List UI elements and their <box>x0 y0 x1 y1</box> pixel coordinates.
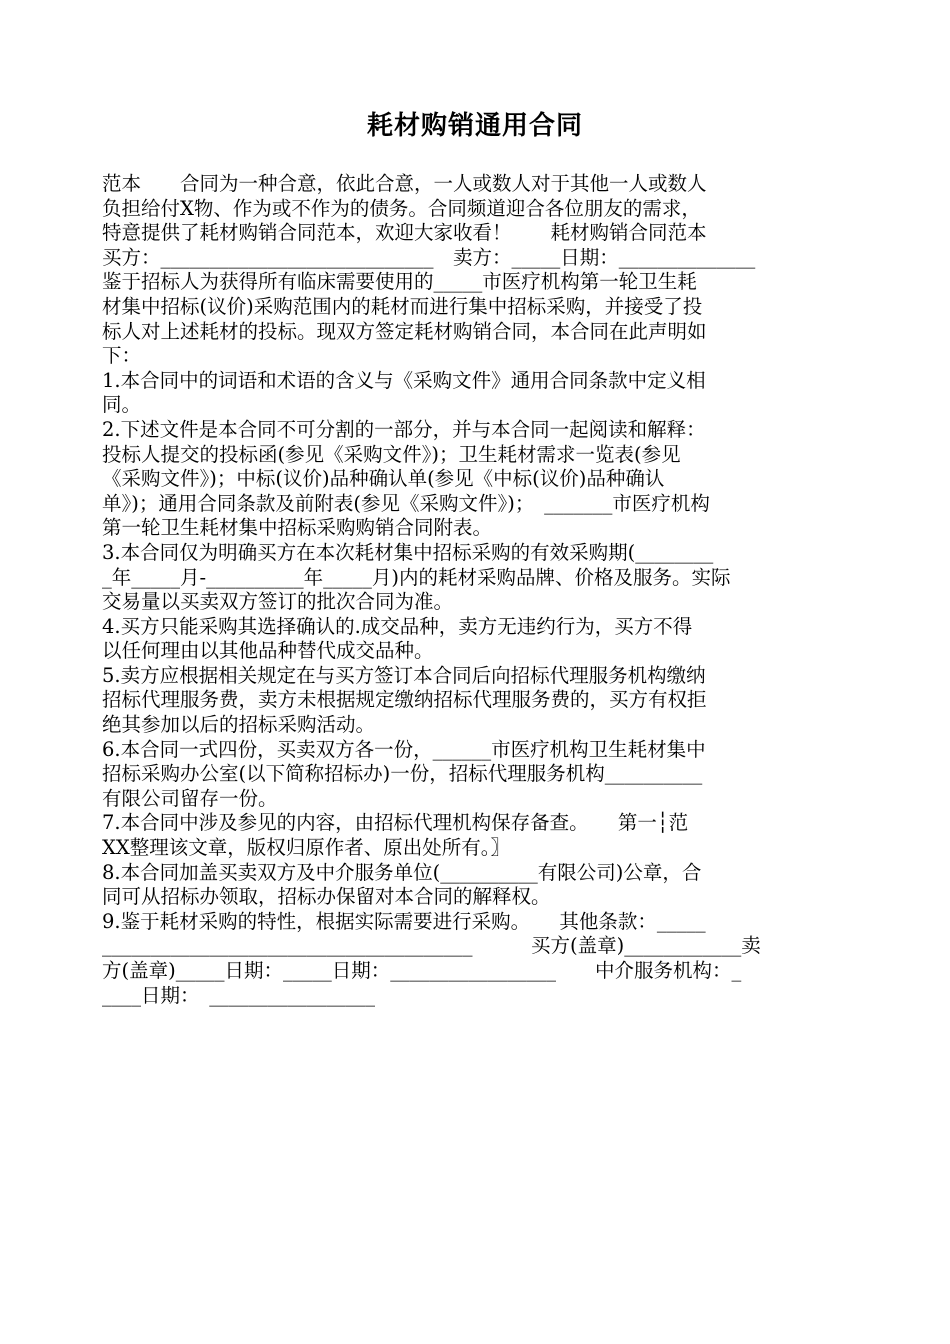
body-line: 下： <box>102 344 142 368</box>
body-line: 买方：____________________________ 卖方：_____日期：______________ <box>102 245 756 269</box>
body-line: 7.本合同中涉及参见的内容，由招标代理机构保存备查。 第一┆范 <box>102 811 689 835</box>
body-line: 同可从招标办领取，招标办保留对本合同的解释权。 <box>102 885 551 909</box>
body-line: 单》)；通用合同条款及前附表(参见《采购文件》)； _______市医疗机构 <box>102 491 710 515</box>
body-line: 负担给付X物、作为或不作为的债务。合同频道迎合各位朋友的需求， <box>102 196 701 220</box>
body-line: 有限公司留存一份。 <box>102 786 278 810</box>
body-line: 6.本合同一式四份，买卖双方各一份，______市医疗机构卫生耗材集中 <box>102 737 706 761</box>
body-line: 招标采购办公室(以下简称招标办)一份，招标代理服务机构__________ <box>102 762 703 786</box>
body-line: 5.卖方应根据相关规定在与买方签订本合同后向招标代理服务机构缴纳 <box>102 663 706 687</box>
body-line: 投标人提交的投标函(参见《采购文件》)；卫生耗材需求一览表(参见 <box>102 442 681 466</box>
body-line: 4.买方只能采购其选择确认的.成交品种，卖方无违约行为，买方不得 <box>102 614 693 638</box>
body-line: 交易量以买卖双方签订的批次合同为准。 <box>102 590 454 614</box>
body-line: XX整理该文章，版权归原作者、原出处所有。〗 <box>102 836 511 860</box>
body-line: 特意提供了耗材购销合同范本，欢迎大家收看！ 耗材购销合同范本 <box>102 221 707 245</box>
document-body <box>102 172 850 1008</box>
body-line: 9.鉴于耗材采购的特性，根据实际需要进行采购。 其他条款：_____ <box>102 909 706 933</box>
body-line: 以任何理由以其他品种替代成交品种。 <box>102 639 434 663</box>
body-line: 第一轮卫生耗材集中招标采购购销合同附表。 <box>102 516 493 540</box>
body-line: 招标代理服务费，卖方未根据规定缴纳招标代理服务费的，买方有权拒 <box>102 688 707 712</box>
document-title: 耗材购销通用合同 <box>366 111 583 141</box>
body-line: ______________________________________ 买方(盖章)____________卖 <box>102 934 761 958</box>
body-line: 8.本合同加盖买卖双方及中介服务单位(__________有限公司)公章，合 <box>102 860 702 884</box>
body-line: 1.本合同中的词语和术语的含义与《采购文件》通用合同条款中定义相 <box>102 368 706 392</box>
body-line: _年_____月-__________年_____月)内的耗材采购品牌、价格及服务。实际 <box>102 565 731 589</box>
body-line: 方(盖章)_____日期：_____日期：_________________ 中介服务机构：_ <box>102 959 742 982</box>
body-line: 绝其参加以后的招标采购活动。 <box>102 713 376 737</box>
body-line: 3.本合同仅为明确买方在本次耗材集中招标采购的有效采购期(________ <box>102 540 714 564</box>
body-line: 范本 合同为一种合意，依此合意，一人或数人对于其他一人或数人 <box>102 172 707 195</box>
body-line: 《采购文件》)；中标(议价)品种确认单(参见《中标(议价)品种确认 <box>102 467 665 491</box>
body-line: ____日期： _________________ <box>102 983 376 1007</box>
body-line: 同。 <box>102 393 142 417</box>
body-line: 鉴于招标人为获得所有临床需要使用的_____市医疗机构第一轮卫生耗 <box>102 270 697 294</box>
body-line: 2.下述文件是本合同不可分割的一部分，并与本合同一起阅读和解释： <box>102 417 706 441</box>
body-line: 材集中招标(议价)采购范围内的耗材而进行集中招标采购，并接受了投 <box>102 294 703 318</box>
body-line: 标人对上述耗材的投标。现双方签定耗材购销合同，本合同在此声明如 <box>102 319 707 343</box>
